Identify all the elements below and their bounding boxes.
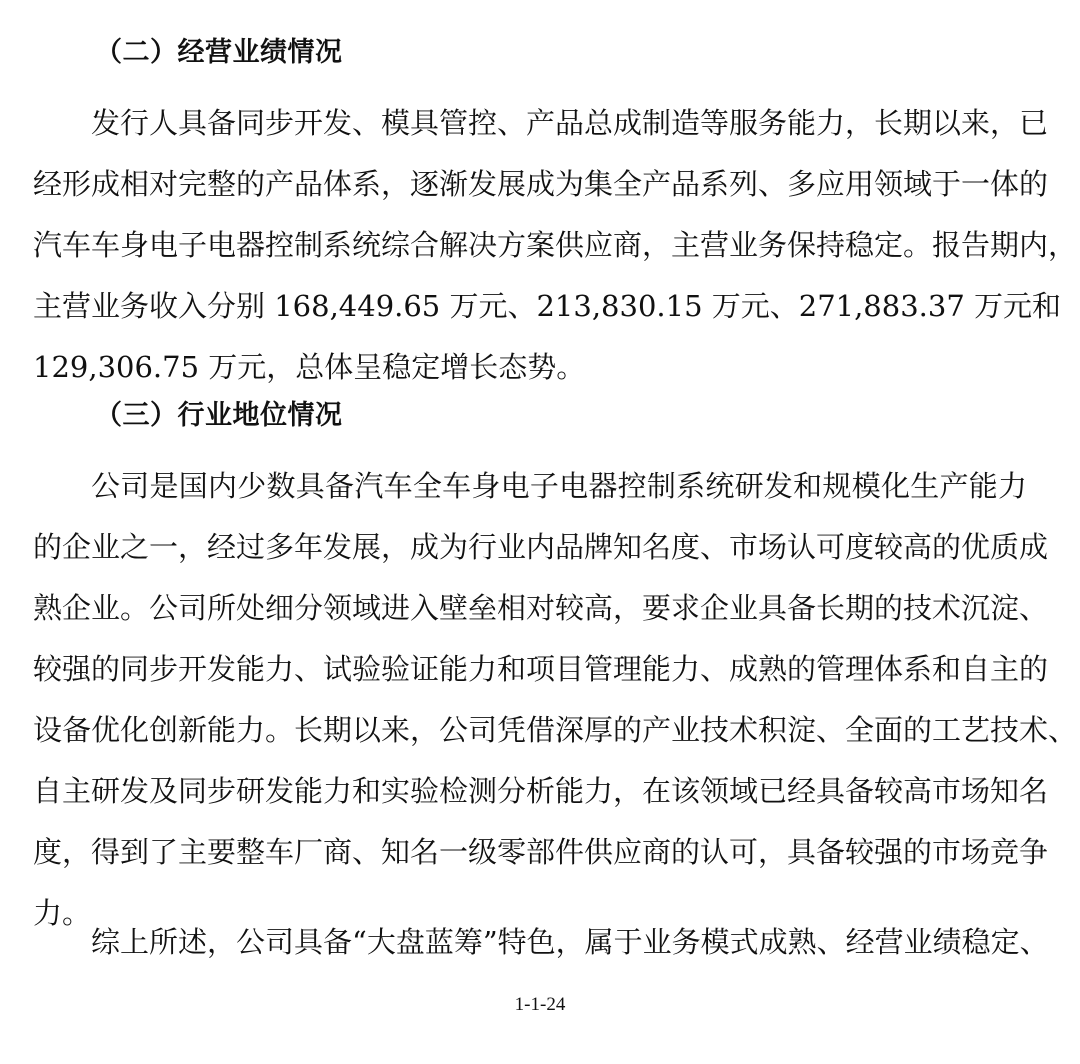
paragraph-industry-position [33,456,1078,944]
paragraph-line: 力。 [33,896,92,930]
page-number: 1-1-24 [514,994,566,1015]
paragraph-business-performance [33,93,1078,398]
paragraph-line: 综上所述，公司具备“大盘蓝筹”特色，属于业务模式成熟、经营业绩稳定、 [91,925,1049,959]
paragraph-line: 设备优化创新能力。长期以来，公司凭借深厚的产业技术积淀、全面的工艺技术、 [33,713,1078,747]
paragraph-line: 公司是国内少数具备汽车全车身电子电器控制系统研发和规模化生产能力 [91,469,1027,503]
paragraph-line: 熟企业。公司所处细分领域进入壁垒相对较高，要求企业具备长期的技术沉淀、 [33,591,1049,625]
paragraph-line: 经形成相对完整的产品体系，逐渐发展成为集全产品系列、多应用领域于一体的 [33,167,1049,201]
paragraph-line: 的企业之一，经过多年发展，成为行业内品牌知名度、市场认可度较高的优质成 [33,530,1049,564]
paragraph-line: 自主研发及同步研发能力和实验检测分析能力，在该领域已经具备较高市场知名 [33,774,1049,808]
paragraph-line: 主营业务收入分别 168,449.65 万元、213,830.15 万元、271,883.37 万元和 [33,289,1061,323]
paragraph-line: 较强的同步开发能力、试验验证能力和项目管理能力、成熟的管理体系和自主的 [33,652,1049,686]
paragraph-line: 度，得到了主要整车厂商、知名一级零部件供应商的认可，具备较强的市场竞争 [33,835,1049,869]
paragraph-line: 发行人具备同步开发、模具管控、产品总成制造等服务能力，长期以来，已 [91,106,1049,140]
paragraph-summary [33,912,1049,973]
section-heading-industry-position: （三）行业地位情况 [95,400,343,431]
section-heading-business-performance: （二）经营业绩情况 [95,37,343,68]
paragraph-line: 129,306.75 万元，总体呈稳定增长态势。 [33,350,586,384]
paragraph-line: 汽车车身电子电器控制系统综合解决方案供应商，主营业务保持稳定。报告期内， [33,228,1078,262]
